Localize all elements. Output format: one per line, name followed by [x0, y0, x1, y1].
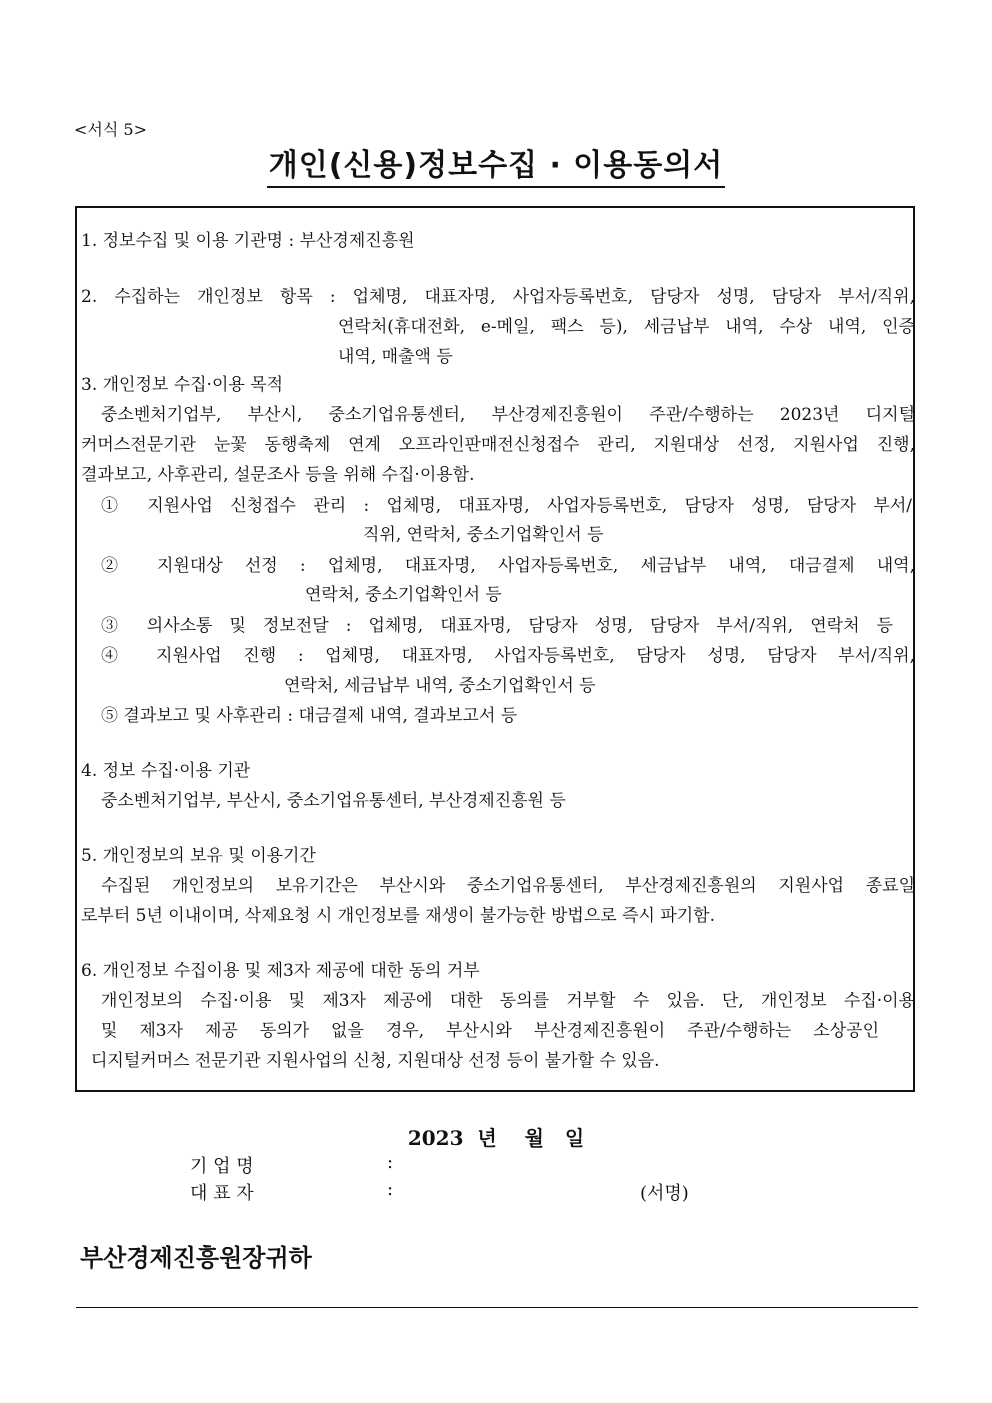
- item-4-heading: 4. 정보 수집·이용 기관: [81, 761, 251, 781]
- purpose-sub-4: ④ 지원사업 진행 : 업체명, 대표자명, 사업자등록번호, 담당자 성명, 담당자 부서/직위,: [101, 646, 915, 666]
- date-text: 2023 년 월 일: [407, 1126, 585, 1150]
- signature-mark: (서명): [640, 1183, 689, 1204]
- form-number: <서식 5>: [74, 120, 147, 139]
- item-1-agency: 1. 정보수집 및 이용 기관명 : 부산경제진흥원: [81, 231, 415, 251]
- item-6-text: 개인정보의 수집·이용 및 제3자 제공에 대한 동의를 거부할 수 있음. 단, 개인정보 수집·이용: [101, 991, 915, 1011]
- purpose-sub-1-cont: 직위, 연락처, 중소기업확인서 등: [363, 525, 604, 545]
- item-6-text: 및 제3자 제공 동의가 없을 경우, 부산시와 부산경제진흥원이 주관/수행하는 소상공인: [101, 1021, 879, 1041]
- item-6-heading: 6. 개인정보 수집이용 및 제3자 제공에 대한 동의 거부: [81, 961, 480, 981]
- item-3-purpose-heading: 3. 개인정보 수집·이용 목적: [81, 375, 284, 395]
- representative-colon: :: [387, 1179, 394, 1200]
- purpose-sub-2-cont: 연락처, 중소기업확인서 등: [305, 585, 502, 605]
- item-3-purpose-text: 커머스전문기관 눈꽃 동행축제 연계 오프라인판매전신청접수 관리, 지원대상 선정, 지원사업 진행,: [81, 435, 915, 455]
- item-3-purpose-text: 결과보고, 사후관리, 설문조사 등을 위해 수집·이용함.: [81, 465, 475, 485]
- item-2-collected-items: 2. 수집하는 개인정보 항목 : 업체명, 대표자명, 사업자등록번호, 담당자 성명, 담당자 부서/직위,: [81, 287, 915, 307]
- item-4-text: 중소벤처기업부, 부산시, 중소기업유통센터, 부산경제진흥원 등: [101, 791, 566, 811]
- purpose-sub-3: ③ 의사소통 및 정보전달 : 업체명, 대표자명, 담당자 성명, 담당자 부서/직위, 연락처 등: [101, 616, 893, 636]
- date-line: [0, 1122, 992, 1151]
- purpose-sub-4-cont: 연락처, 세금납부 내역, 중소기업확인서 등: [284, 676, 596, 696]
- item-2-collected-items-cont: 내역, 매출액 등: [338, 347, 453, 367]
- company-name-colon: :: [387, 1152, 394, 1173]
- company-name-label: 기 업 명: [190, 1156, 254, 1177]
- purpose-sub-5: ⑤ 결과보고 및 사후관리 : 대금결제 내역, 결과보고서 등: [101, 706, 518, 726]
- item-3-purpose-text: 중소벤처기업부, 부산시, 중소기업유통센터, 부산경제진흥원이 주관/수행하는 2023년 디지털: [101, 405, 915, 425]
- bottom-divider: [76, 1307, 918, 1308]
- consent-content-box: [75, 206, 915, 1092]
- document-title: 개인(신용)정보수집 · 이용동의서: [267, 140, 725, 188]
- item-5-text: 수집된 개인정보의 보유기간은 부산시와 중소기업유통센터, 부산경제진흥원의 지원사업 종료일: [101, 876, 915, 896]
- item-5-text: 로부터 5년 이내이며, 삭제요청 시 개인정보를 재생이 불가능한 방법으로 즉시 파기함.: [81, 906, 716, 926]
- item-5-heading: 5. 개인정보의 보유 및 이용기간: [81, 846, 316, 866]
- representative-label: 대 표 자: [190, 1183, 254, 1204]
- purpose-sub-1: ① 지원사업 신청접수 관리 : 업체명, 대표자명, 사업자등록번호, 담당자 성명, 담당자 부서/: [101, 496, 912, 516]
- item-6-text: 디지털커머스 전문기관 지원사업의 신청, 지원대상 선정 등이 불가할 수 있음.: [91, 1051, 660, 1071]
- document-title-wrap: [0, 140, 992, 188]
- recipient: 부산경제진흥원장귀하: [80, 1244, 312, 1272]
- item-2-collected-items-cont: 연락처(휴대전화, e-메일, 팩스 등), 세금납부 내역, 수상 내역, 인증: [338, 317, 915, 337]
- purpose-sub-2: ② 지원대상 선정 : 업체명, 대표자명, 사업자등록번호, 세금납부 내역, 대금결제 내역,: [101, 556, 915, 576]
